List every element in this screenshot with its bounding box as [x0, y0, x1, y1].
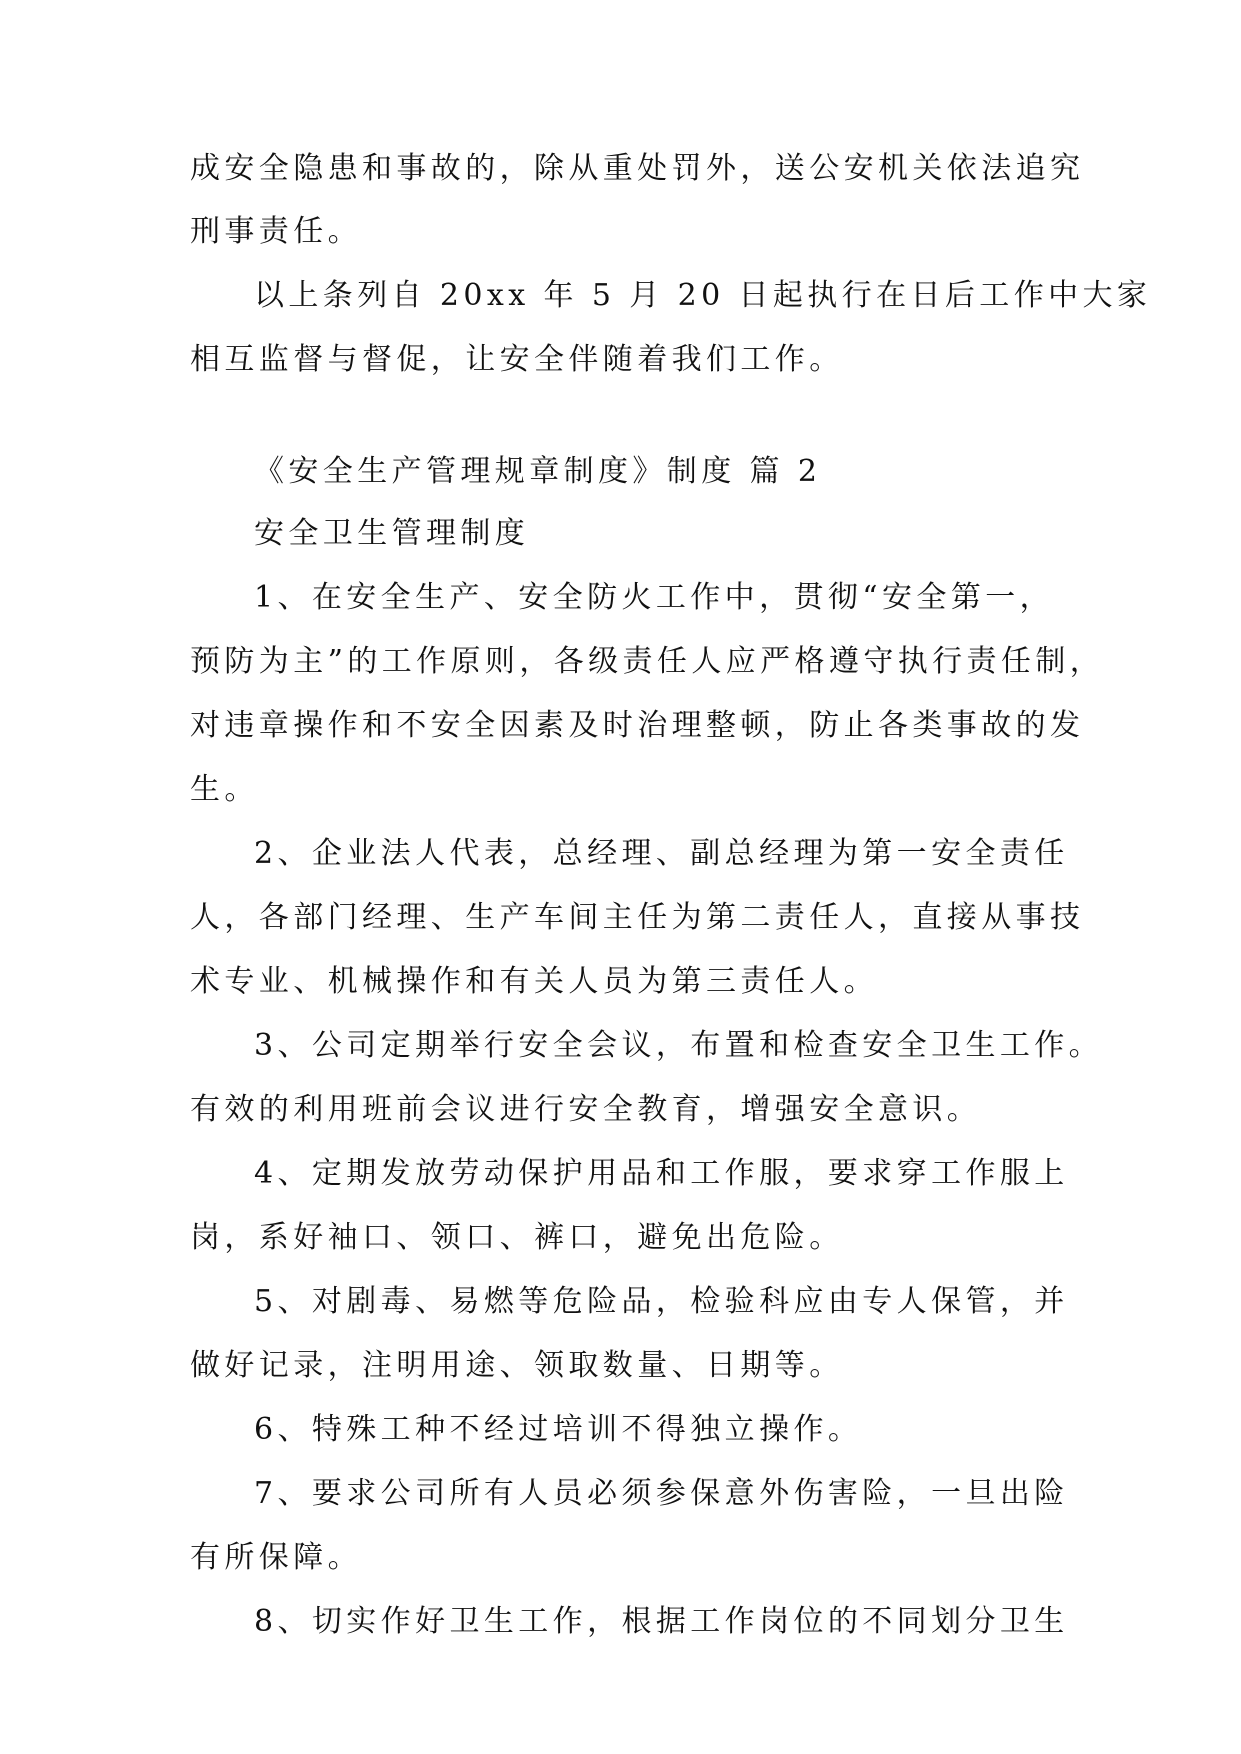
text-line: 8、切实作好卫生工作，根据工作岗位的不同划分卫生: [254, 1604, 1069, 1639]
text-line: 岗，系好袖口、领口、裤口，避免出危险。: [190, 1220, 844, 1255]
section-heading: 《安全生产管理规章制度》制度 篇 2: [254, 454, 822, 489]
text-line: 对违章操作和不安全因素及时治理整顿，防止各类事故的发: [190, 708, 1085, 743]
text-line: 4、定期发放劳动保护用品和工作服，要求穿工作服上: [254, 1156, 1069, 1191]
text-line: 做好记录，注明用途、领取数量、日期等。: [190, 1348, 844, 1383]
text-line: 刑事责任。: [190, 214, 362, 249]
text-line: 术专业、机械操作和有关人员为第三责任人。: [190, 964, 878, 999]
text-line: 6、特殊工种不经过培训不得独立操作。: [254, 1412, 863, 1447]
text-line: 7、要求公司所有人员必须参保意外伤害险，一旦出险: [254, 1476, 1069, 1511]
text-line: 人，各部门经理、生产车间主任为第二责任人，直接从事技: [190, 900, 1085, 935]
text-line: 1、在安全生产、安全防火工作中，贯彻“安全第一，: [254, 580, 1055, 615]
section-subheading: 安全卫生管理制度: [254, 516, 530, 551]
text-line: 有所保障。: [190, 1540, 362, 1575]
text-line: 有效的利用班前会议进行安全教育，增强安全意识。: [190, 1092, 982, 1127]
text-line: 预防为主”的工作原则，各级责任人应严格遵守执行责任制，: [190, 644, 1105, 679]
text-line: 3、公司定期举行安全会议，布置和检查安全卫生工作。: [254, 1028, 1104, 1063]
text-line: 以上条列自 20xx 年 5 月 20 日起执行在日后工作中大家: [254, 278, 1152, 313]
text-line: 2、企业法人代表，总经理、副总经理为第一安全责任: [254, 836, 1069, 871]
text-line: 成安全隐患和事故的，除从重处罚外，送公安机关依法追究: [190, 151, 1085, 186]
text-line: 5、对剧毒、易燃等危险品，检验科应由专人保管，并: [254, 1284, 1069, 1319]
text-line: 生。: [190, 772, 259, 807]
text-line: 相互监督与督促，让安全伴随着我们工作。: [190, 342, 844, 377]
